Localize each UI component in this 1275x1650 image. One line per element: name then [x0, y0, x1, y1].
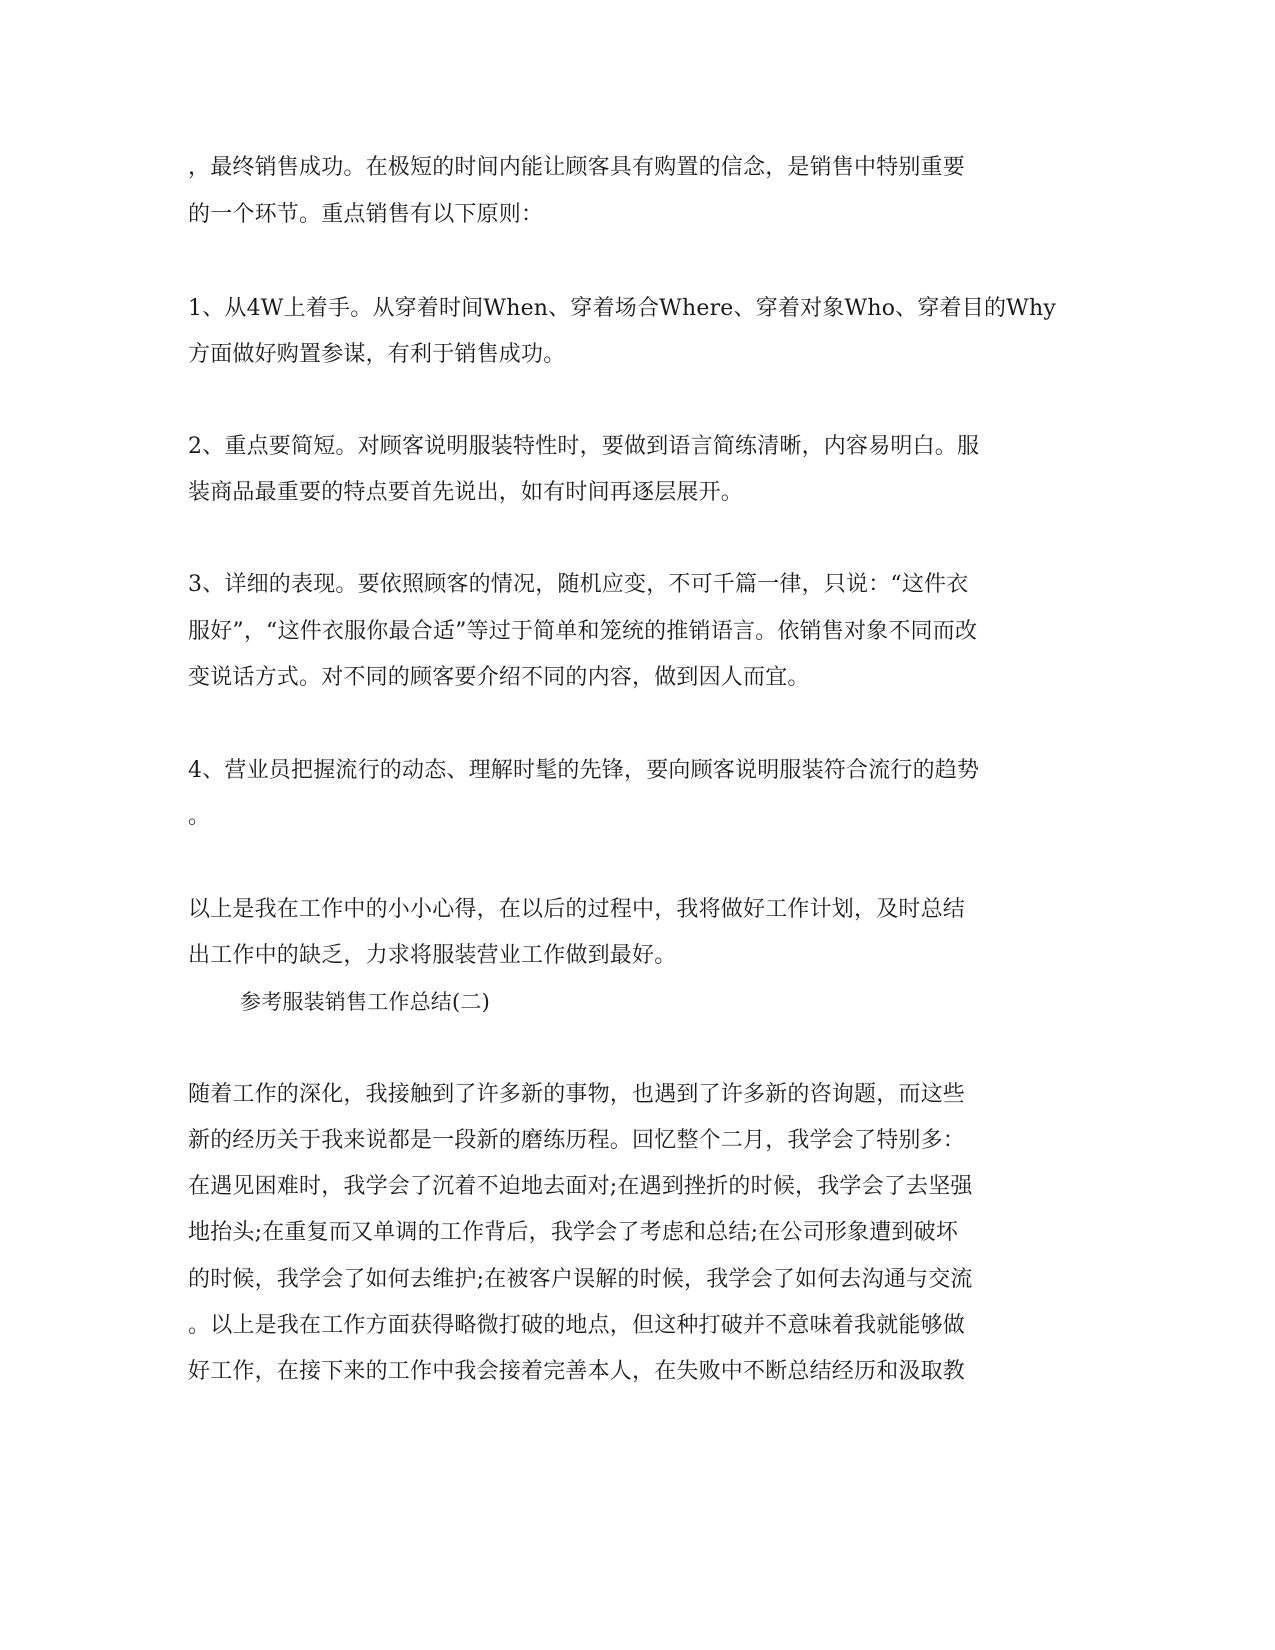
paragraph-line: 的时候，我学会了如何去维护;在被客户误解的时候，我学会了如何去沟通与交流	[188, 1267, 973, 1292]
paragraph-line: 地抬头;在重复而又单调的工作背后，我学会了考虑和总结;在公司形象遭到破坏	[188, 1220, 959, 1245]
paragraph-line: ，最终销售成功。在极短的时间内能让顾客具有购置的信念，是销售中特别重要	[188, 155, 966, 180]
section-heading: 参考服装销售工作总结(二)	[240, 990, 490, 1014]
list-item-line: 。	[188, 804, 211, 829]
paragraph-line: 出工作中的缺乏，力求将服装营业工作做到最好。	[188, 943, 677, 968]
list-item-line: 服好”，“这件衣服你最合适”等过于简单和笼统的推销语言。依销售对象不同而改	[188, 619, 978, 644]
paragraph-line: 在遇见困难时，我学会了沉着不迫地去面对;在遇到挫折的时候，我学会了去坚强	[188, 1174, 973, 1199]
list-item-line: 3、详细的表现。要依照顾客的情况，随机应变，不可千篇一律，只说：“这件衣	[188, 572, 969, 597]
paragraph-line: 的一个环节。重点销售有以下原则：	[188, 202, 544, 227]
list-item-line: 1、从4W上着手。从穿着时间When、穿着场合Where、穿着对象Who、穿着目的Why	[188, 296, 1056, 321]
list-item-line: 装商品最重要的特点要首先说出，如有时间再逐层展开。	[188, 480, 744, 505]
list-item-line: 4、营业员把握流行的动态、理解时髦的先锋，要向顾客说明服装符合流行的趋势	[188, 758, 980, 783]
paragraph-line: 以上是我在工作中的小小心得，在以后的过程中，我将做好工作计划，及时总结	[188, 897, 966, 922]
list-item-line: 方面做好购置参谋，有利于销售成功。	[188, 342, 566, 367]
list-item-line: 变说话方式。对不同的顾客要介绍不同的内容，做到因人而宜。	[188, 665, 810, 690]
paragraph-line: 。以上是我在工作方面获得略微打破的地点，但这种打破并不意味着我就能够做	[188, 1313, 966, 1338]
paragraph-line: 好工作，在接下来的工作中我会接着完善本人，在失败中不断总结经历和汲取教	[188, 1359, 966, 1384]
list-item-line: 2、重点要简短。对顾客说明服装特性时，要做到语言简练清晰，内容易明白。服	[188, 434, 980, 459]
paragraph-line: 随着工作的深化，我接触到了许多新的事物，也遇到了许多新的咨询题，而这些	[188, 1082, 966, 1107]
paragraph-line: 新的经历关于我来说都是一段新的磨练历程。回忆整个二月，我学会了特别多：	[188, 1128, 966, 1153]
